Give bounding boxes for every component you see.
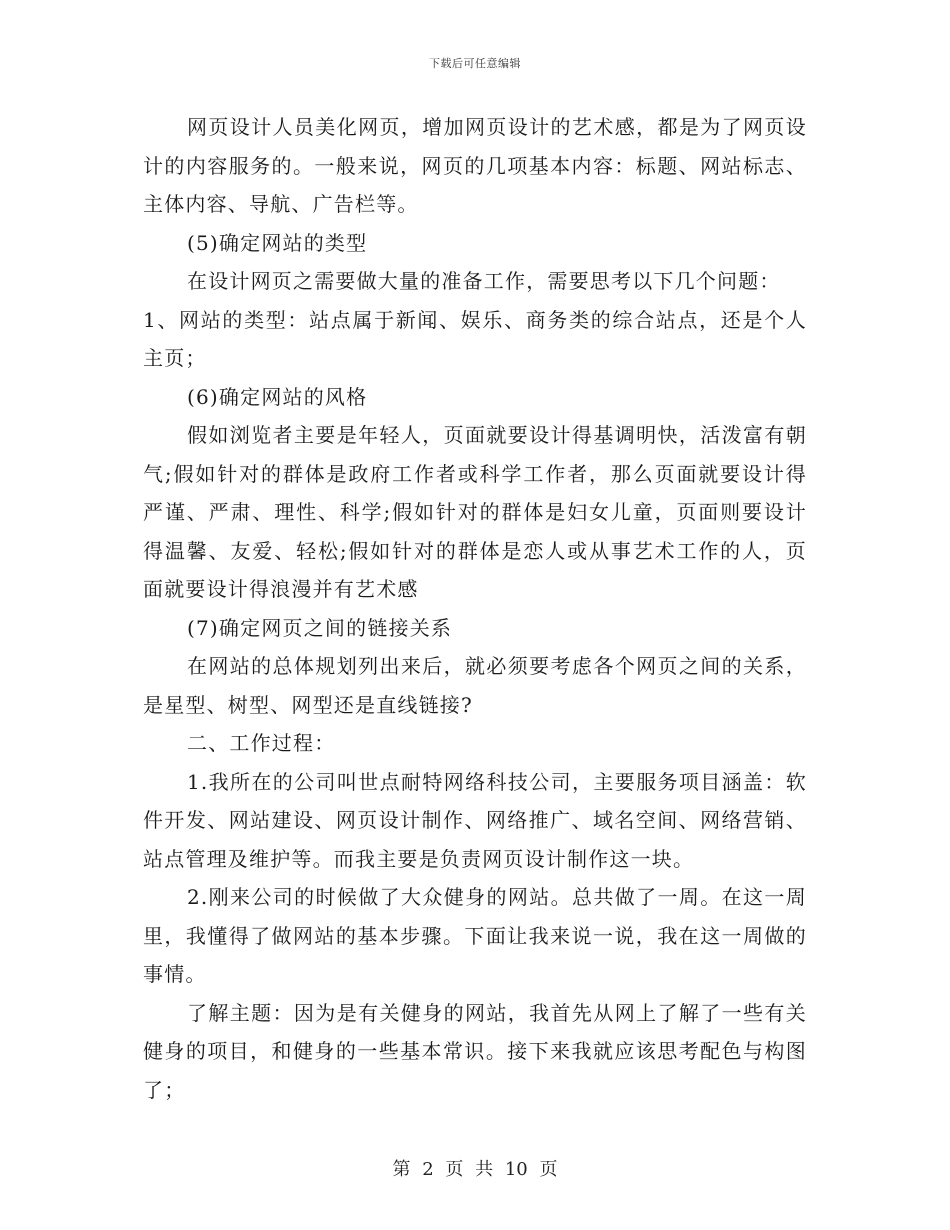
paragraph-2: 在设计网页之需要做大量的准备工作，需要思考以下几个问题：	[187, 269, 781, 293]
paragraph-4: 假如浏览者主要是年轻人，页面就要设计得基调明快，活泼富有朝气;假如针对的群体是政府工作者或科学工作者，那么页面就要设计得严谨、严肃、理性、科学;假如针对的群体是妇女儿童，页面则要设计得温馨、友爱、轻松;假如针对的群体是恋人或从事艺术工作的人，页面就要设计得浪漫并有艺术感	[143, 423, 807, 601]
paragraph-6: 1.我所在的公司叫世点耐特网络科技公司，主要服务项目涵盖：软件开发、网站建设、网页设计制作、网络推广、域名空间、网络营销、站点管理及维护等。而我主要是负责网页设计制作这一块。	[143, 769, 807, 871]
page-header: 下载后可任意编辑	[429, 57, 521, 70]
paragraph-3: 1、网站的类型：站点属于新闻、娱乐、商务类的综合站点，还是个人主页；	[143, 307, 807, 370]
paragraph-1: 网页设计人员美化网页，增加网页设计的艺术感，都是为了网页设计的内容服务的。一般来说，网页的几项基本内容：标题、网站标志、主体内容、导航、广告栏等。	[143, 115, 807, 216]
paragraph-7: 2.刚来公司的时候做了大众健身的网站。总共做了一周。在这一周里，我懂得了做网站的基本步骤。下面让我来说一说，我在这一周做的事情。	[143, 885, 807, 986]
section-heading-5: (5)确定网站的类型	[187, 230, 368, 255]
paragraph-8: 了解主题：因为是有关健身的网站，我首先从网上了解了一些有关健身的项目，和健身的一些基本常识。接下来我就应该思考配色与构图了；	[143, 1000, 807, 1102]
page-footer: 第 2 页 共 10 页	[392, 1159, 558, 1180]
section-heading-6: (6)确定网站的风格	[187, 384, 368, 409]
section-heading-7: (7)确定网页之间的链接关系	[187, 615, 453, 640]
document-body	[143, 108, 807, 1109]
paragraph-5: 在网站的总体规划列出来后，就必须要考虑各个网页之间的关系，是星型、树型、网型还是直线链接?	[143, 654, 807, 717]
section-heading-work-process: 二、工作过程：	[187, 731, 336, 755]
